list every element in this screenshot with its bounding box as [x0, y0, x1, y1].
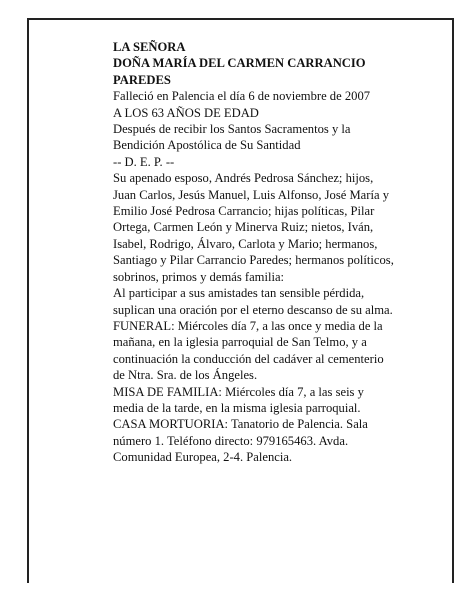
- dep-line: -- D. E. P. --: [113, 154, 175, 169]
- text-line: suplican una oración por el eterno descanso de su alma.: [113, 302, 393, 317]
- text-line: continuación la conducción del cadáver al cementerio: [113, 351, 384, 366]
- text-line: CASA MORTUORIA: Tanatorio de Palencia. Sala: [113, 417, 368, 432]
- mortuary-paragraph: [113, 416, 423, 465]
- funeral-paragraph: [113, 318, 423, 384]
- death-date-line: Falleció en Palencia el día 6 de noviembre de 2007: [113, 89, 371, 104]
- family-mass-paragraph: [113, 384, 423, 417]
- text-line: Ortega, Carmen León y Minerva Ruiz; nietos, Iván,: [113, 220, 374, 235]
- text-line: Al participar a sus amistades tan sensible pérdida,: [113, 286, 365, 301]
- text-line: Su apenado esposo, Andrés Pedrosa Sánchez; hijos,: [113, 171, 374, 186]
- text-line: media de la tarde, en la misma iglesia parroquial.: [113, 400, 361, 415]
- text-line: de Ntra. Sra. de los Ángeles.: [113, 368, 258, 383]
- title-line: PAREDES: [113, 72, 171, 87]
- text-line: Comunidad Europea, 2-4. Palencia.: [113, 450, 293, 465]
- text-line: Después de recibir los Santos Sacramentos y la: [113, 122, 351, 137]
- text-line: número 1. Teléfono directo: 979165463. Avda.: [113, 433, 349, 448]
- text-line: Bendición Apostólica de Su Santidad: [113, 138, 301, 153]
- text-line: FUNERAL: Miércoles día 7, a las once y media de la: [113, 318, 383, 333]
- title-line: DOÑA MARÍA DEL CARMEN CARRANCIO: [113, 56, 366, 71]
- text-line: sobrinos, primos y demás familia:: [113, 269, 285, 284]
- family-paragraph: [113, 170, 423, 285]
- text-line: Emilio José Pedrosa Carrancio; hijas políticas, Pilar: [113, 204, 375, 219]
- sacraments-paragraph: [113, 121, 423, 154]
- text-line: Isabel, Rodrigo, Álvaro, Carlota y Mario; hermanos,: [113, 236, 378, 251]
- notice-title: [113, 39, 423, 88]
- text-line: MISA DE FAMILIA: Miércoles día 7, a las seis y: [113, 384, 364, 399]
- obituary-notice: [113, 39, 423, 466]
- text-line: mañana, en la iglesia parroquial de San Telmo, y a: [113, 335, 367, 350]
- text-line: Juan Carlos, Jesús Manuel, Luis Alfonso, José María y: [113, 187, 389, 202]
- age-line: A LOS 63 AÑOS DE EDAD: [113, 105, 259, 120]
- text-line: Santiago y Pilar Carrancio Paredes; hermanos políticos,: [113, 253, 394, 268]
- title-line: LA SEÑORA: [113, 40, 186, 54]
- request-paragraph: [113, 285, 423, 318]
